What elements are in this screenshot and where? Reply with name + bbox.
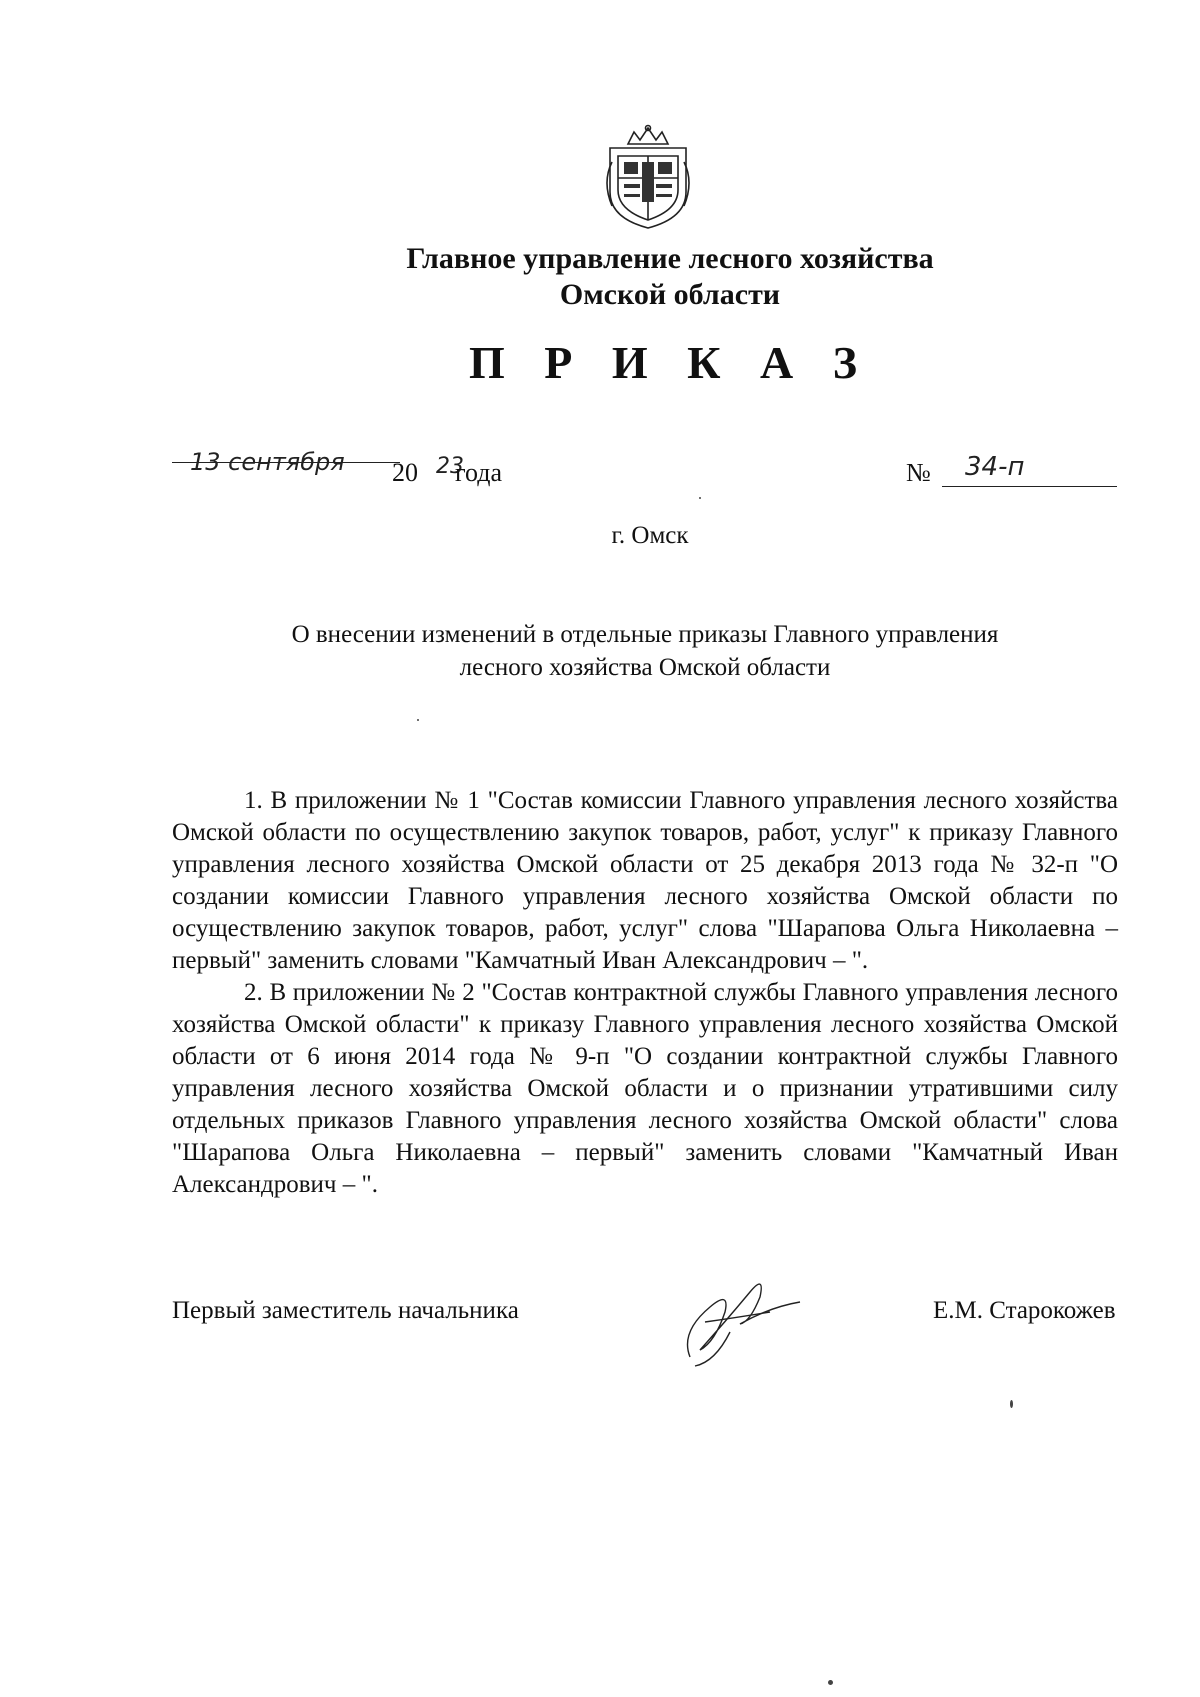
coat-of-arms-emblem (598, 122, 698, 232)
subject-line1: О внесении изменений в отдельные приказы Главного управления (291, 621, 999, 648)
scan-speck (699, 497, 701, 499)
organization-name-line1: Главное управление лесного хозяйства (406, 242, 934, 275)
signatory-name: Е.М. Старокожев (933, 1297, 1116, 1324)
organization-name-line2: Омской области (559, 278, 781, 311)
number-underline (942, 486, 1117, 487)
year-suffix: года (455, 458, 503, 487)
body-paragraph-2: 2. В приложении № 2 "Состав контрактной службы Главного управления лесного хозяйства Омской области" к приказу Главного управления лесного хозяйства Омской области от 6 июня 2014 года № 9-п "О создании контрактной службы Главного управления лесного хозяйства Омской области и о признании утратившими силу отдельных приказов Главного управления лесного хозяйства Омской области" слова "Шарапова Ольга Николаевна – первый" заменить словами "Камчатный Иван Александрович – ". (172, 979, 1118, 1198)
handwritten-signature (670, 1262, 820, 1372)
document-title: П Р И К А З (468, 337, 871, 388)
subject-line2: лесного хозяйства Омской области (459, 654, 831, 681)
scan-speck (828, 1680, 833, 1685)
order-body (172, 785, 1118, 1201)
scan-speck (417, 719, 419, 721)
body-paragraph-1: 1. В приложении № 1 "Состав комиссии Главного управления лесного хозяйства Омской области по осуществлению закупок товаров, работ, услуг" к приказу Главного управления лесного хозяйства Омской области от 25 декабря 2013 года № 32-п "О создании комиссии Главного управления лесного хозяйства Омской области по осуществлению закупок товаров, работ, услуг" слова "Шарапова Ольга Николаевна – первый" заменить словами "Камчатный Иван Александрович – ". (172, 787, 1118, 974)
handwritten-year: 23 (436, 454, 464, 479)
number-label: № (906, 458, 931, 487)
signatory-position: Первый заместитель начальника (172, 1297, 519, 1324)
order-subject (230, 618, 1060, 684)
year-prefix: 20 (392, 458, 418, 487)
city-line: г. Омск (611, 522, 689, 549)
handwritten-number: 34-п (965, 452, 1025, 482)
handwritten-date: 13 сентября (190, 448, 345, 476)
scan-speck (1010, 1400, 1013, 1408)
